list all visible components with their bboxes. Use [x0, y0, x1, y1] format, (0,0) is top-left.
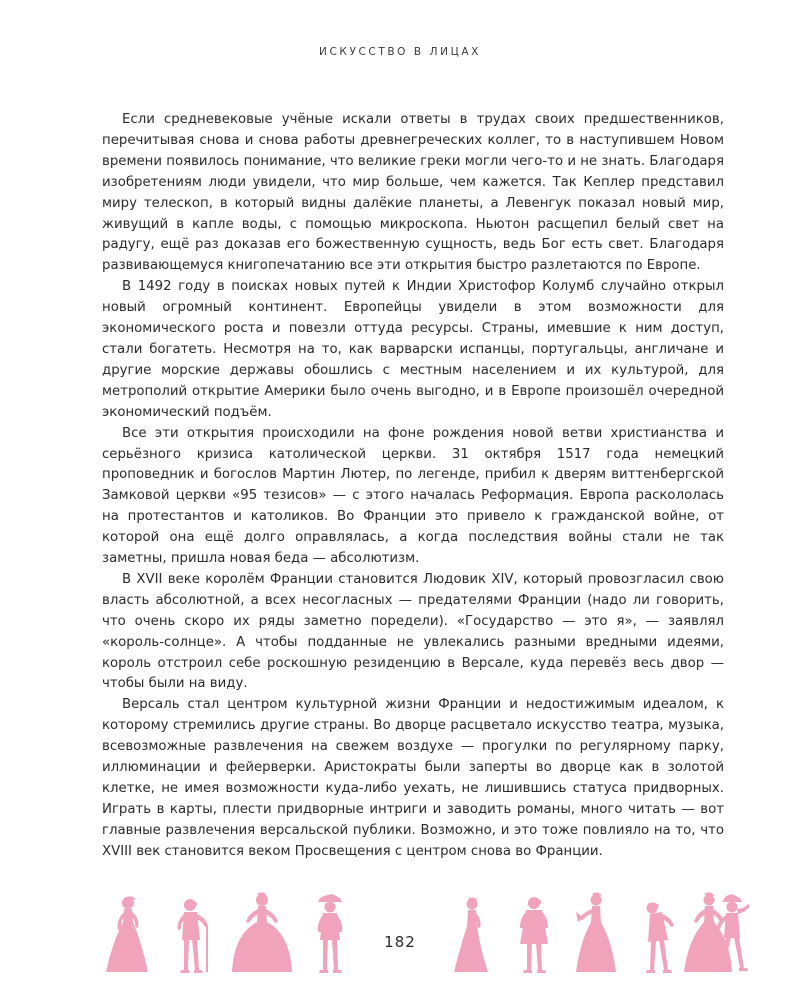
paragraph: Версаль стал центром культурной жизни Франции и недостижимым идеалом, к которому стремились другие страны. Во дворце расцветало искусство театра, музыка, всевозможные развлечения на свежем воздухе — прогулки по регулярному парку, иллюминации и фейерверки. Аристократы были заперты во дворце как в золотой клетке, не имея возможности куда-либо уехать, не лишившись статуса придворных. Играть в карты, плести придворные интриги и заводить романы, много читать — вот главные развлечения версальской публики. Возможно, и это тоже повлияло на то, что XVIII век становится веком Просвещения с центром снова во Франции.: [102, 697, 724, 859]
paragraph: Если средневековые учёные искали ответы в трудах своих предшественников, перечитывая снова и снова работы древнегреческих коллег, то в наступившем Новом времени появилось понимание, что великие греки могли чего-то и не знать. Благодаря изобретениям люди увидели, что мир больше, чем кажется. Так Кеплер представил миру телескоп, в который видны далёкие планеты, а Левенгук показал новый мир, живущий в капле воды, с помощью микроскопа. Ньютон расщепил белый свет на радугу, ещё раз доказав его божественную сущность, ведь Бог есть свет. Благодаря развивающемуся книгопечатанию все эти открытия быстро разлетаются по Европе.: [102, 112, 724, 274]
page-number: 182: [384, 933, 416, 951]
paragraph: В XVII веке королём Франции становится Людовик XIV, который провозгласил свою власть абсолютной, а всех несогласных — предателями Франции (надо ли говорить, что очень скоро их ряды заметно поредели). «Государство — это я», — заявлял «король-солнце». А чтобы подданные не увлекались разными вредными идеями, король отстроил себе роскошную резиденцию в Версале, куда перевёз весь двор — чтобы были на виду.: [102, 571, 724, 692]
paragraph: В 1492 году в поисках новых путей к Индии Христофор Колумб случайно открыл новый огромный континент. Европейцы увидели в этом возможности для экономического роста и повезли оттуда ресурсы. Страны, имевшие к ним доступ, стали богатеть. Несмотря на то, как варварски испанцы, португальцы, англичане и другие морские державы обошлись с местным населением и их культурой, для метрополий открытие Америки было очень выгодно, и в Европе произошёл очередной экономический подъём.: [102, 279, 724, 420]
paragraph: Все эти открытия происходили на фоне рождения новой ветви христианства и серьёзного кризиса католической церкви. 31 октября 1517 года немецкий проповедник и богослов Мартин Лютер, по легенде, прибил к дверям виттенбергской Замковой церкви «95 тезисов» — с этого началась Реформация. Европа раскололась на протестантов и католиков. Во Франции это привело к гражданской войне, от которой она ещё долго оправлялась, а когда последствия войны стали не так заметны, пришла новая беда — абсолютизм.: [102, 425, 724, 567]
running-header: ИСКУССТВО В ЛИЦАХ: [319, 46, 481, 58]
body-text: [102, 110, 724, 863]
silhouette-figures-row: [90, 884, 750, 974]
